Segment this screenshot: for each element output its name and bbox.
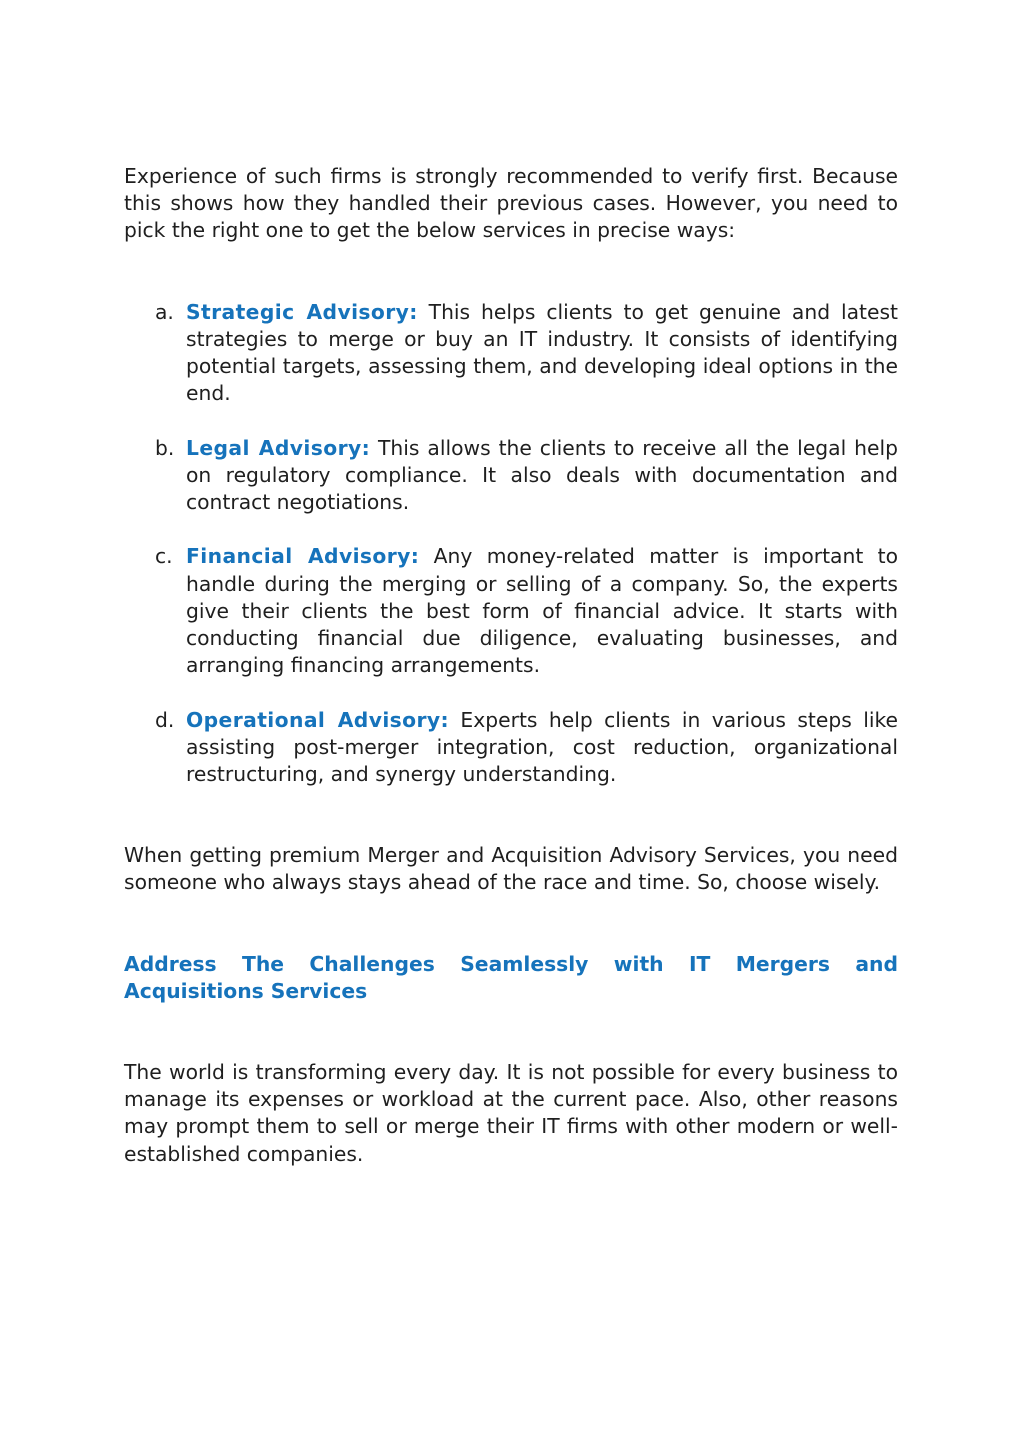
service-term: Legal Advisory: xyxy=(186,435,371,460)
service-description: This helps clients to get genuine and latest strategies to merge or buy an IT industry. It consists of identifying potential targets, assessing them, and developing ideal options in the end. xyxy=(186,299,898,406)
list-item-strategic-advisory xyxy=(155,299,898,408)
list-item-financial-advisory xyxy=(155,543,898,679)
list-marker: d. xyxy=(155,707,175,732)
service-description: Experts help clients in various steps like assisting post-merger integration, cost reduction, organizational restructuring, and synergy understanding. xyxy=(186,707,898,787)
list-marker: a. xyxy=(155,299,174,324)
document-page xyxy=(124,163,898,1168)
service-description: Any money-related matter is important to handle during the merging or selling of a company. So, the experts give their clients the best form of financial advice. It starts with conducting financial due diligence, evaluating businesses, and arranging financing arrangements. xyxy=(186,544,898,678)
list-item-operational-advisory xyxy=(155,707,898,789)
closing-paragraph: When getting premium Merger and Acquisition Advisory Services, you need someone who always stays ahead of the race and time. So, choose wisely. xyxy=(124,843,898,895)
service-description: This allows the clients to receive all the legal help on regulatory compliance. It also deals with documentation and contract negotiations. xyxy=(186,435,898,515)
service-term: Operational Advisory: xyxy=(186,707,450,732)
list-marker: b. xyxy=(155,435,175,460)
services-list xyxy=(124,299,898,789)
intro-paragraph: Experience of such firms is strongly recommended to verify first. Because this shows how they handled their previous cases. However, you need to pick the right one to get the below services in precise ways: xyxy=(124,164,898,243)
service-term: Financial Advisory: xyxy=(186,544,420,569)
final-paragraph: The world is transforming every day. It is not possible for every business to manage its expenses or workload at the current pace. Also, other reasons may prompt them to sell or merge their IT firms with other modern or well-established companies. xyxy=(124,1060,898,1166)
list-marker: c. xyxy=(155,544,173,569)
list-item-legal-advisory xyxy=(155,435,898,517)
section-heading: Address The Challenges Seamlessly with IT Mergers and Acquisitions Services xyxy=(124,951,898,1003)
service-term: Strategic Advisory: xyxy=(186,299,418,324)
